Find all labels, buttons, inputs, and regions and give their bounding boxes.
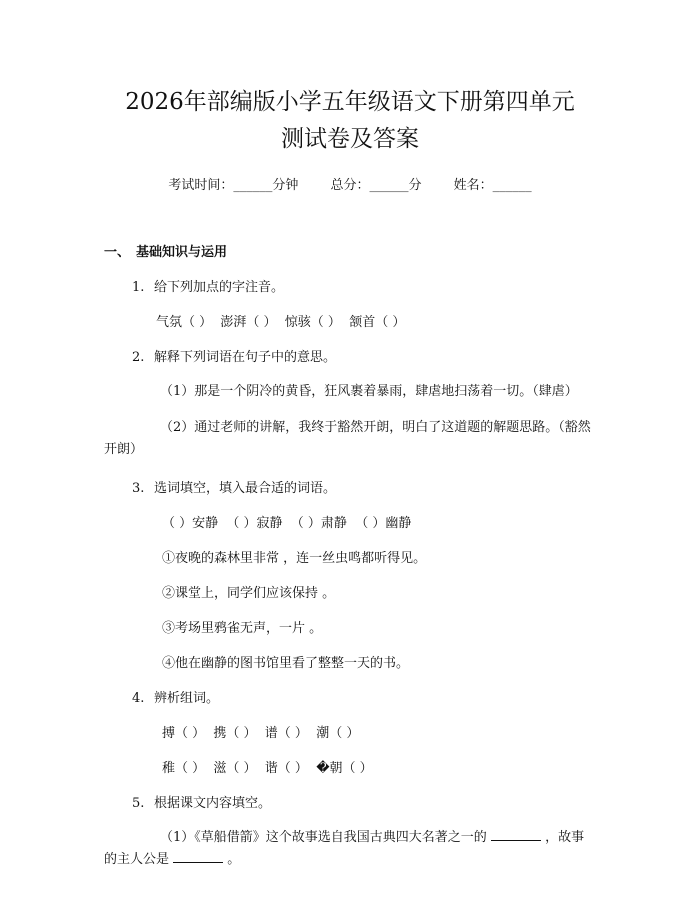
q3-sentence-1: ①夜晚的森林里非常 ，连一丝虫鸣都听得见。 [162,551,427,566]
q5-text-a: （1）《草船借箭》这个故事选自我国古典四大名著之一的 [160,830,487,845]
title-line-2: 测试卷及答案 [281,126,419,152]
q3-sentence-4: ④他在幽静的图书馆里看了整整一天的书。 [162,656,410,671]
question-5 [104,792,596,811]
question-number: 3. [132,481,145,496]
q5-sentence-1 [104,827,596,871]
question-number: 1. [132,280,145,295]
question-number: 5. [132,796,145,811]
q5-text-b: ，故事的主人公是 [104,830,585,867]
question-prompt: 辨析组词。 [154,691,220,706]
q2-sentence-1: （1）那是一个阴冷的黄昏，狂风裹着暴雨，肆虐地扫荡着一切。（肆虐） [160,384,578,399]
q3-sentence-3: ③考场里鸦雀无声，一片 。 [162,621,323,636]
q1-items: 气氛（ ） 澎湃（ ） 惊骇（ ） 颔首（ ） [156,315,406,330]
q2-sentence-2: （2）通过老师的讲解，我终于豁然开朗，明白了这道题的解题思路。（豁然开朗） [104,420,591,457]
q3-sentence-2: ②课堂上，同学们应该保持 。 [162,586,336,601]
question-prompt: 给下列加点的字注音。 [154,280,285,295]
question-2 [104,346,596,365]
exam-score: 总分：______分 [330,178,422,193]
section-heading [104,241,596,260]
q4-row-1: 搏（ ） 携（ ） 谱（ ） 潮（ ） [162,726,360,741]
question-3 [104,477,596,496]
exam-meta [104,174,596,193]
question-prompt: 根据课文内容填空。 [154,796,272,811]
student-name: 姓名：______ [453,178,532,193]
q5-text-c: 。 [227,852,241,867]
question-number: 2. [132,350,145,365]
q4-row-2: 稚（ ） 滋（ ） 谐（ ） �朝（ ） [162,761,373,776]
section-number: 一、 [104,245,131,260]
page-title [104,0,596,158]
question-prompt: 选词填空，填入最合适的词语。 [154,481,337,496]
exam-time: 考试时间：______分钟 [168,178,299,193]
section-title: 基础知识与运用 [136,245,228,260]
title-line-1: 2026年部编版小学五年级语文下册第四单元 [125,89,575,115]
question-4 [104,687,596,706]
blank-underline[interactable] [491,828,541,841]
blank-underline[interactable] [173,850,223,863]
question-number: 4. [132,691,145,706]
question-prompt: 解释下列词语在句子中的意思。 [154,350,337,365]
question-1 [104,276,596,295]
q3-options: （ ）安静 （ ）寂静 （ ）肃静 （ ）幽静 [162,516,412,531]
